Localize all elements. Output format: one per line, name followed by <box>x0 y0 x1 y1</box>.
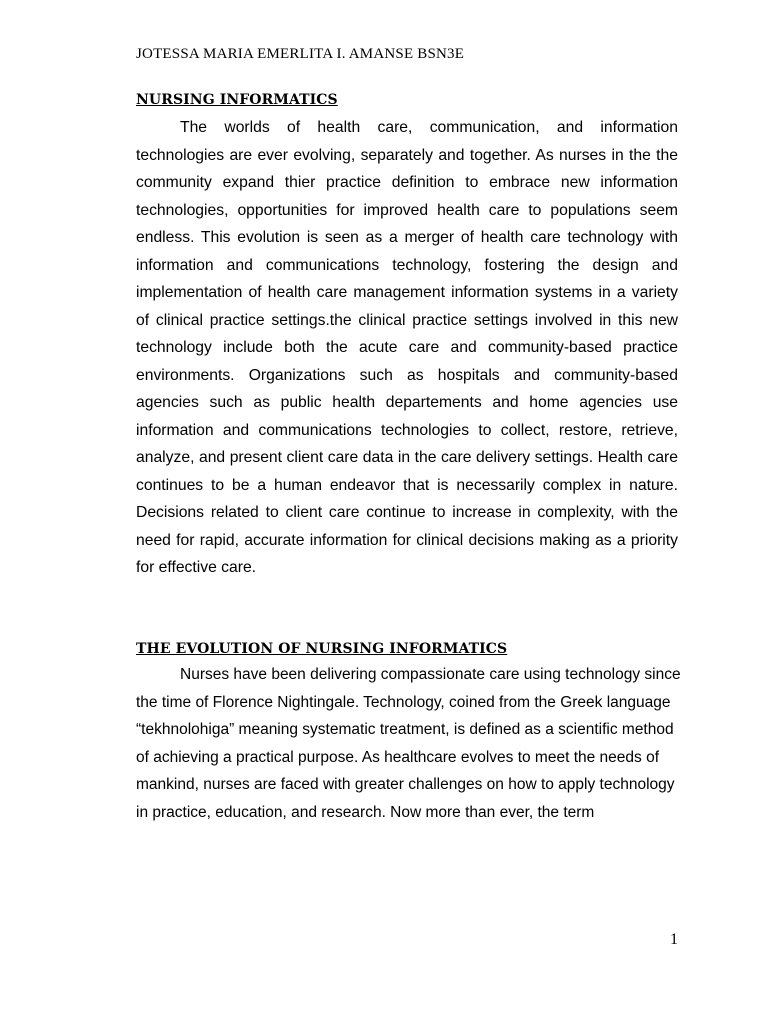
section-body-evolution: Nurses have been delivering compassionate care using technology since the time of Florence Nightingale. Technology, coined from the Greek language “tekhnolohiga” meaning systematic treatment, is defined as a scientific method of achieving a practical purpose. As healthcare evolves to meet the needs of mankind, nurses are faced with greater challenges on how to apply technology in practice, education, and research. Now more than ever, the term <box>136 666 681 821</box>
author-header: JOTESSA MARIA EMERLITA I. AMANSE BSN3E <box>136 46 465 62</box>
page-number: 1 <box>670 931 678 948</box>
section-heading-evolution: THE EVOLUTION OF NURSING INFORMATICS <box>136 641 508 657</box>
section-body-nursing-informatics: The worlds of health care, communication, and information technologies are ever evolving, separately and together. As nurses in the the community expand thier practice definition to embrace new information technologies, opportunities for improved health care to populations seem endless. This evolution is seen as a merger of health care technology with information and communications technology, fostering the design and implementation of health care management information systems in a variety of clinical practice settings.the clinical practice settings involved in this new technology include both the acute care and community-based practice environments. Organizations such as hospitals and community-based agencies such as public health departements and home agencies use information and communications technologies to collect, restore, retrieve, analyze, and present client care data in the care delivery settings. Health care continues to be a human endeavor that is necessarily complex in nature. Decisions related to client care continue to increase in complexity, with the need for rapid, accurate information for clinical decisions making as a priority for effective care. <box>136 119 678 576</box>
section-heading-nursing-informatics: NURSING INFORMATICS <box>136 92 338 108</box>
